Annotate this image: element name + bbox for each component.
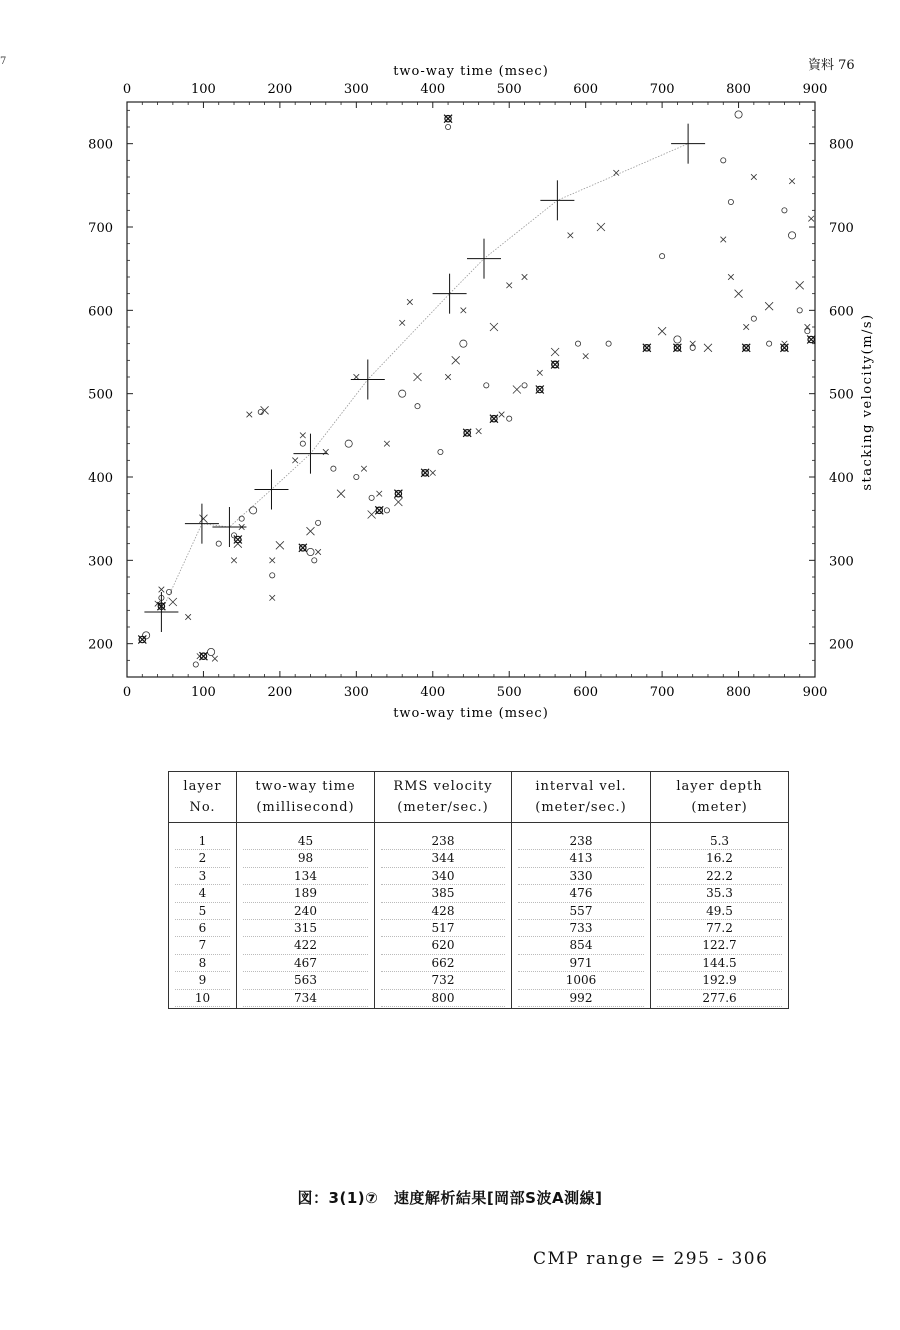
column-interval-velocity (512, 823, 651, 1009)
column-layer-no (169, 823, 237, 1009)
semblance-x-mark (751, 174, 757, 180)
semblance-x-mark (199, 515, 207, 523)
x-tick-label-top: 700 (649, 82, 675, 97)
x-axis-title-bottom: two-way time (msec) (393, 706, 549, 721)
x-tick-label-bottom: 0 (122, 685, 132, 700)
semblance-x-mark (704, 344, 712, 352)
semblance-o-mark (354, 474, 359, 479)
table-cell: 35.3 (657, 885, 782, 902)
axis-tick-labels (88, 82, 854, 700)
semblance-o-mark (674, 336, 681, 343)
header-two-way-time: two-way time (millisecond) (237, 772, 375, 823)
x-tick-label-bottom: 200 (267, 685, 293, 700)
semblance-x-mark (169, 598, 177, 606)
semblance-x-mark (247, 412, 253, 418)
semblance-x-mark (269, 558, 275, 564)
semblance-x-mark (537, 370, 543, 376)
y-tick-label-right: 200 (829, 637, 854, 653)
x-tick-label-bottom: 500 (496, 685, 522, 700)
semblance-x-mark (376, 491, 382, 497)
semblance-o-mark (331, 466, 336, 471)
semblance-o-mark (797, 308, 802, 313)
table-cell: 2 (175, 850, 230, 867)
x-tick-label-bottom: 800 (726, 685, 751, 700)
semblance-x-mark (583, 353, 589, 359)
semblance-dense-cluster (421, 469, 429, 477)
x-tick-label-bottom: 400 (420, 685, 446, 700)
plot-frame (127, 102, 815, 677)
semblance-dense-cluster (234, 536, 242, 544)
y-tick-label-left: 600 (88, 304, 113, 320)
x-axis-title-top: two-way time (msec) (393, 64, 549, 79)
semblance-dense-cluster (138, 636, 146, 644)
table-cell: 144.5 (657, 955, 782, 972)
x-tick-label-top: 0 (122, 82, 132, 97)
table-cell: 517 (381, 920, 505, 937)
semblance-o-mark (312, 558, 317, 563)
semblance-dense-cluster (299, 544, 307, 552)
table-cell: 8 (175, 955, 230, 972)
semblance-o-mark (438, 449, 443, 454)
semblance-o-mark (207, 648, 214, 655)
semblance-o-mark (575, 341, 580, 346)
semblance-x-mark (413, 373, 421, 381)
table-cell: 340 (381, 868, 505, 885)
cmp-range-label: CMP range = 295 - 306 (533, 1249, 769, 1269)
semblance-o-mark (735, 111, 742, 118)
picked-velocity-cross (254, 470, 288, 510)
table-cell: 620 (381, 937, 505, 954)
semblance-o-mark (507, 416, 512, 421)
semblance-o-mark (767, 341, 772, 346)
semblance-x-mark (394, 498, 402, 506)
semblance-x-mark (735, 290, 743, 298)
layer-results-table (168, 771, 789, 1009)
semblance-x-mark (276, 541, 284, 549)
semblance-o-mark (660, 254, 665, 259)
table-cell: 16.2 (657, 850, 782, 867)
semblance-o-mark (399, 390, 406, 397)
y-tick-label-left: 200 (88, 637, 113, 653)
x-tick-label-bottom: 100 (191, 685, 216, 700)
x-tick-label-top: 600 (573, 82, 599, 97)
semblance-o-mark (193, 662, 198, 667)
semblance-x-mark (361, 466, 367, 472)
semblance-dense-cluster (199, 652, 207, 660)
table-cell: 3 (175, 868, 230, 885)
x-tick-label-top: 400 (420, 82, 446, 97)
y-tick-label-left: 700 (88, 221, 113, 236)
semblance-x-mark (306, 527, 314, 535)
semblance-o-mark (316, 520, 321, 525)
table-cell: 7 (175, 937, 230, 954)
table-cell: 413 (518, 850, 644, 867)
semblance-dense-cluster (463, 429, 471, 437)
table-cell: 134 (243, 868, 368, 885)
semblance-marks (138, 111, 815, 667)
x-tick-label-top: 800 (726, 82, 751, 97)
semblance-x-mark (551, 348, 559, 356)
picked-velocity-cross (144, 592, 178, 632)
table-cell: 971 (518, 955, 644, 972)
semblance-x-mark (789, 178, 795, 184)
x-tick-label-top: 300 (343, 82, 369, 97)
y-tick-label-right: 700 (829, 221, 854, 236)
semblance-x-mark (261, 406, 269, 414)
semblance-o-mark (484, 383, 489, 388)
picked-velocity-cross (185, 504, 219, 544)
table-cell: 238 (518, 833, 644, 850)
semblance-o-mark (690, 345, 695, 350)
semblance-x-mark (407, 299, 413, 305)
header-rms-velocity: RMS velocity (meter/sec.) (375, 772, 512, 823)
picked-velocity-crosses (144, 124, 705, 632)
semblance-o-mark (270, 573, 275, 578)
picked-velocity-cross (467, 239, 501, 279)
table-cell: 422 (243, 937, 368, 954)
document-label: 資料 76 (808, 58, 855, 73)
semblance-o-mark (384, 508, 389, 513)
x-tick-label-top: 500 (496, 82, 522, 97)
table-cell: 734 (243, 990, 368, 1007)
table-header-row (169, 772, 789, 823)
semblance-o-mark (300, 441, 305, 446)
table-cell: 344 (381, 850, 505, 867)
semblance-o-mark (216, 541, 221, 546)
header-layer-no: layer No. (169, 772, 237, 823)
table-cell: 732 (381, 972, 505, 989)
semblance-o-mark (415, 404, 420, 409)
column-rms-velocity (375, 823, 512, 1009)
y-tick-label-left: 400 (88, 471, 113, 486)
y-tick-label-right: 800 (829, 137, 854, 153)
picked-velocity-cross (671, 124, 705, 164)
semblance-x-mark (658, 327, 666, 335)
semblance-x-mark (476, 428, 482, 434)
x-tick-label-bottom: 600 (573, 685, 599, 700)
table-cell: 557 (518, 903, 644, 920)
semblance-o-mark (522, 383, 527, 388)
semblance-x-mark (445, 374, 451, 380)
y-axis-title-right: stacking velocity(m/s) (860, 313, 875, 491)
x-tick-label-bottom: 300 (343, 685, 369, 700)
y-tick-label-right: 300 (829, 554, 854, 570)
x-tick-label-top: 200 (267, 82, 293, 97)
table-cell: 800 (381, 990, 505, 1007)
semblance-x-mark (765, 302, 773, 310)
semblance-x-mark (212, 656, 218, 662)
header-interval-velocity: interval vel. (meter/sec.) (512, 772, 651, 823)
semblance-dense-cluster (536, 386, 544, 394)
figure-caption: 図：3(1)⑦ 速度解析結果[岡部S波A測線] (297, 1189, 603, 1207)
semblance-dense-cluster (673, 344, 681, 352)
table-cell: 1006 (518, 972, 644, 989)
table-cell: 6 (175, 920, 230, 937)
table-cell: 733 (518, 920, 644, 937)
semblance-dense-cluster (490, 415, 498, 423)
semblance-x-mark (743, 324, 749, 330)
table-cell: 277.6 (657, 990, 782, 1007)
picked-velocity-cross (540, 180, 574, 220)
table-cell: 385 (381, 885, 505, 902)
picked-velocity-cross (293, 434, 327, 474)
semblance-dense-cluster (643, 344, 651, 352)
page-corner-mark: 7 (0, 56, 7, 67)
semblance-o-mark (250, 507, 257, 514)
table-cell: 122.7 (657, 937, 782, 954)
semblance-x-mark (269, 595, 275, 601)
semblance-o-mark (606, 341, 611, 346)
semblance-x-mark (720, 237, 726, 243)
semblance-x-mark (292, 458, 298, 464)
y-tick-label-left: 300 (88, 554, 113, 570)
semblance-x-mark (796, 281, 804, 289)
semblance-dense-cluster (394, 490, 402, 498)
x-tick-label-bottom: 900 (802, 685, 828, 700)
semblance-o-mark (721, 158, 726, 163)
semblance-o-mark (751, 316, 756, 321)
table-cell: 563 (243, 972, 368, 989)
semblance-dense-cluster (444, 115, 452, 123)
semblance-x-mark (368, 511, 376, 519)
table-cell: 1 (175, 833, 230, 850)
table-cell: 192.9 (657, 972, 782, 989)
table-cell: 189 (243, 885, 368, 902)
semblance-x-mark (461, 308, 467, 314)
header-layer-depth: layer depth (meter) (651, 772, 789, 823)
column-two-way-time (237, 823, 375, 1009)
semblance-o-mark (782, 208, 787, 213)
y-tick-label-right: 500 (829, 387, 854, 403)
table-cell: 315 (243, 920, 368, 937)
semblance-x-mark (728, 274, 734, 280)
table-cell: 5 (175, 903, 230, 920)
semblance-x-mark (337, 490, 345, 498)
column-layer-depth (651, 823, 789, 1009)
semblance-x-mark (506, 283, 512, 289)
y-tick-label-right: 400 (829, 471, 854, 486)
semblance-x-mark (597, 223, 605, 231)
semblance-dense-cluster (780, 344, 788, 352)
semblance-x-mark (613, 170, 619, 176)
semblance-x-mark (354, 374, 360, 380)
semblance-x-mark (399, 320, 405, 326)
picked-velocity-cross (351, 360, 385, 400)
table-body-row (169, 823, 789, 1009)
table-cell: 10 (175, 990, 230, 1007)
semblance-x-mark (430, 470, 436, 476)
semblance-dense-cluster (551, 361, 559, 369)
semblance-o-mark (307, 548, 314, 555)
table-cell: 49.5 (657, 903, 782, 920)
table-cell: 238 (381, 833, 505, 850)
semblance-o-mark (728, 199, 733, 204)
table-cell: 428 (381, 903, 505, 920)
semblance-x-mark (300, 433, 306, 439)
table-cell: 476 (518, 885, 644, 902)
semblance-o-mark (369, 495, 374, 500)
semblance-x-mark (315, 549, 321, 555)
table-cell: 330 (518, 868, 644, 885)
semblance-x-mark (499, 412, 505, 418)
semblance-x-mark (384, 441, 390, 447)
semblance-x-mark (159, 587, 165, 593)
semblance-o-mark (239, 516, 244, 521)
y-tick-label-left: 800 (88, 137, 113, 153)
semblance-x-mark (522, 274, 528, 280)
table-cell: 4 (175, 885, 230, 902)
semblance-o-mark (805, 329, 810, 334)
semblance-x-mark (231, 558, 237, 564)
semblance-o-mark (445, 124, 450, 129)
y-tick-label-left: 500 (88, 387, 113, 403)
semblance-o-mark (460, 340, 467, 347)
semblance-dense-cluster (807, 336, 815, 344)
table-cell: 22.2 (657, 868, 782, 885)
table-cell: 240 (243, 903, 368, 920)
table-cell: 5.3 (657, 833, 782, 850)
semblance-x-mark (808, 216, 814, 222)
picked-velocity-cross (433, 274, 467, 314)
semblance-x-mark (568, 233, 574, 239)
semblance-dense-cluster (742, 344, 750, 352)
semblance-o-mark (788, 232, 795, 239)
table-cell: 77.2 (657, 920, 782, 937)
semblance-dense-cluster (375, 506, 383, 514)
semblance-x-mark (490, 323, 498, 331)
x-tick-label-top: 100 (191, 82, 216, 97)
table-cell: 98 (243, 850, 368, 867)
semblance-o-mark (345, 440, 352, 447)
table-cell: 45 (243, 833, 368, 850)
table-cell: 662 (381, 955, 505, 972)
axis-ticks (127, 102, 815, 677)
x-tick-label-bottom: 700 (649, 685, 675, 700)
x-tick-label-top: 900 (802, 82, 828, 97)
semblance-x-mark (185, 614, 191, 620)
semblance-x-mark (452, 356, 460, 364)
semblance-x-mark (513, 386, 521, 394)
table-cell: 854 (518, 937, 644, 954)
table-cell: 992 (518, 990, 644, 1007)
table-cell: 467 (243, 955, 368, 972)
table-cell: 9 (175, 972, 230, 989)
y-tick-label-right: 600 (829, 304, 854, 320)
